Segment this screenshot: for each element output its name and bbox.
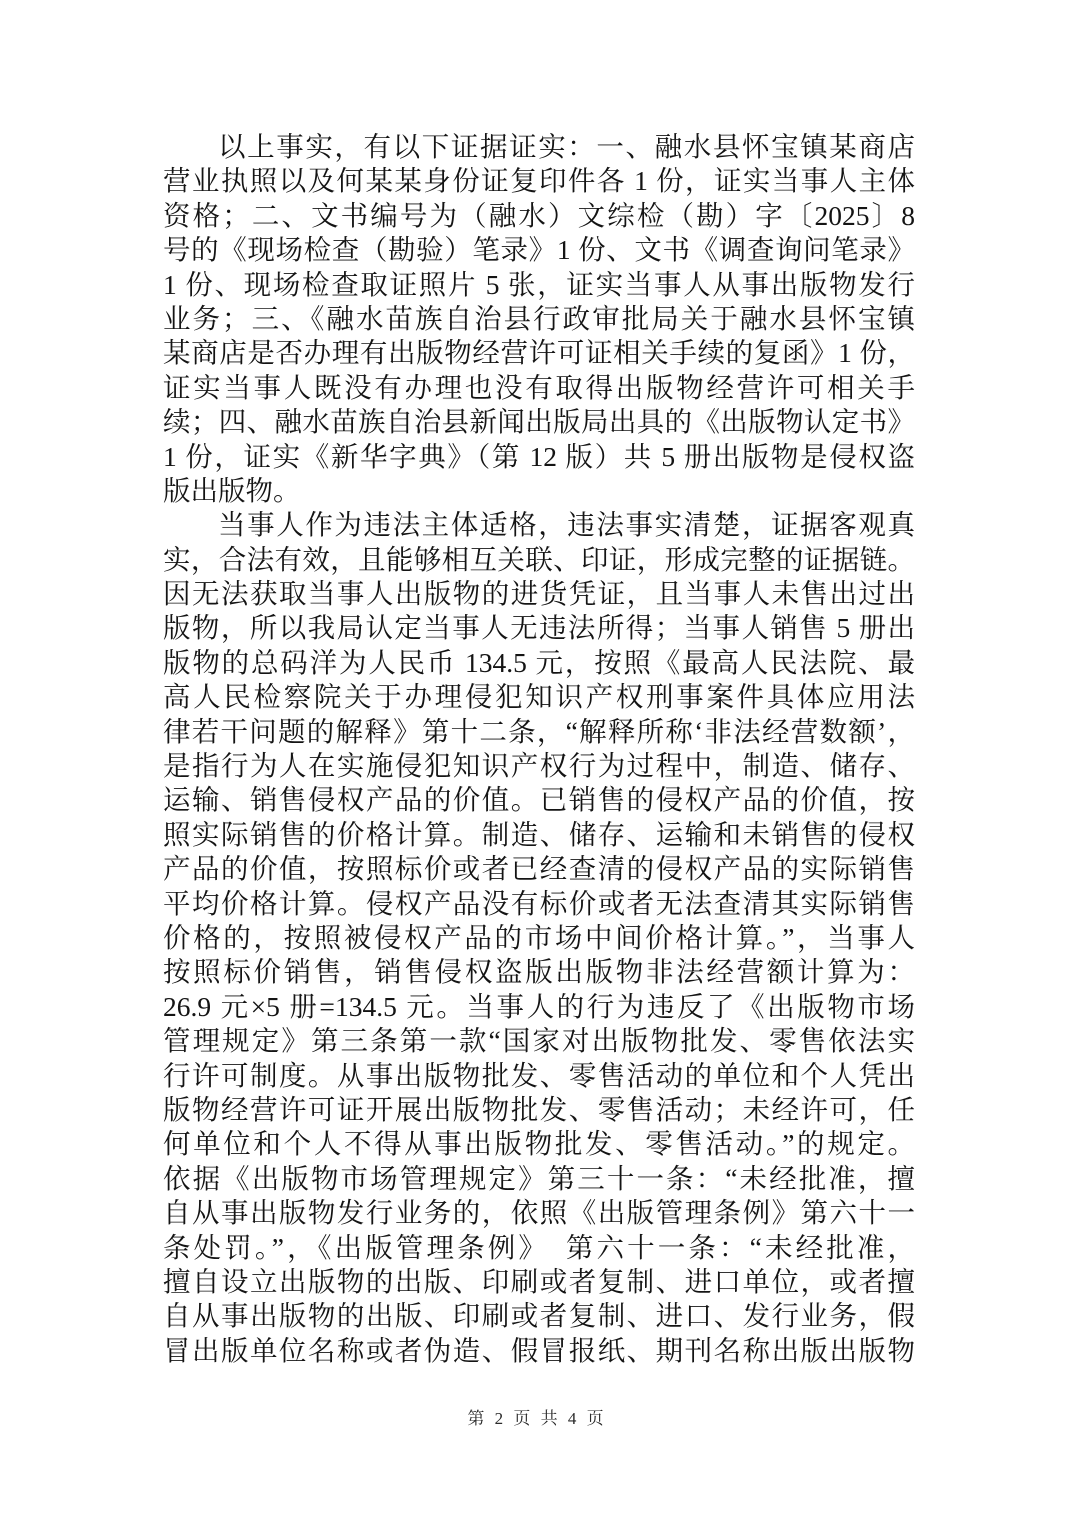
text-line: 条处罚。”，《出版管理条例》 第六十一条：“未经批准， [163,1231,915,1263]
text-line: 1 份、现场检查取证照片 5 张，证实当事人从事出版物发行 [163,268,915,300]
text-line: 26.9 元×5 册=134.5 元。当事人的行为违反了《出版物市场 [163,990,915,1022]
text-line: 以上事实，有以下证据证实：一、融水县怀宝镇某商店 [218,131,915,162]
text-line: 版物，所以我局认定当事人无违法所得；当事人销售 5 册出 [163,612,915,644]
text-line: 某商店是否办理有出版物经营许可证相关手续的复函》1 份， [163,337,915,369]
text-line: 版物的总码洋为人民币 134.5 元，按照《最高人民法院、最 [163,646,915,678]
paragraph [163,508,915,1368]
text-line: 产品的价值，按照标价或者已经查清的侵权产品的实际销售 [163,853,915,885]
page-number-label: 第 2 页 共 4 页 [467,1409,607,1428]
text-line: 版出版物。 [163,474,301,506]
text-line: 证实当事人既没有办理也没有取得出版物经营许可相关手 [163,371,915,403]
text-line: 营业执照以及何某某身份证复印件各 1 份，证实当事人主体 [163,165,915,197]
text-line: 行许可制度。从事出版物批发、零售活动的单位和个人凭出 [163,1059,915,1091]
document-body [163,130,915,1368]
text-line: 自从事出版物发行业务的，依照《出版管理条例》第六十一 [163,1197,915,1229]
text-line: 当事人作为违法主体适格，违法事实清楚，证据客观真 [218,509,915,541]
text-line: 自从事出版物的出版、印刷或者复制、进口、发行业务，假 [163,1300,915,1332]
page-footer [0,1404,1074,1429]
text-line: 版物经营许可证开展出版物批发、零售活动；未经许可，任 [163,1093,915,1125]
text-line: 冒出版单位名称或者伪造、假冒报纸、期刊名称出版出版物 [163,1334,915,1366]
text-line: 平均价格计算。侵权产品没有标价或者无法查清其实际销售 [163,887,915,919]
text-line: 何单位和个人不得从事出版物批发、零售活动。”的规定。 [163,1128,915,1160]
text-line: 是指行为人在实施侵犯知识产权行为过程中，制造、储存、 [163,750,915,782]
text-line: 实，合法有效，且能够相互关联、印证，形成完整的证据链。 [163,543,915,575]
text-line: 因无法获取当事人出版物的进货凭证，且当事人未售出过出 [163,578,915,610]
text-line: 律若干问题的解释》第十二条，“解释所称‘非法经营数额’， [163,715,915,747]
text-line: 1 份，证实《新华字典》（第 12 版）共 5 册出版物是侵权盗 [163,440,915,472]
text-line: 价格的，按照被侵权产品的市场中间价格计算。”，当事人 [163,921,915,953]
text-line: 运输、销售侵权产品的价值。已销售的侵权产品的价值，按 [163,784,915,816]
text-line: 管理规定》第三条第一款“国家对出版物批发、零售依法实 [163,1025,915,1057]
text-line: 擅自设立出版物的出版、印刷或者复制、进口单位，或者擅 [163,1265,915,1297]
text-line: 按照标价销售，销售侵权盗版出版物非法经营额计算为： [163,956,915,988]
text-line: 照实际销售的价格计算。制造、储存、运输和未销售的侵权 [163,818,915,850]
text-line: 依据《出版物市场管理规定》第三十一条：“未经批准，擅 [163,1162,915,1194]
text-line: 续；四、融水苗族自治县新闻出版局出具的《出版物认定书》 [163,406,915,438]
text-line: 业务；三、《融水苗族自治县行政审批局关于融水县怀宝镇 [163,302,915,334]
text-line: 资格；二、文书编号为（融水）文综检（勘）字〔2025〕8 [163,199,915,231]
text-line: 高人民检察院关于办理侵犯知识产权刑事案件具体应用法 [163,681,915,713]
paragraph [163,130,915,508]
text-line: 号的《现场检查（勘验）笔录》1 份、文书《调查询问笔录》 [163,234,915,266]
